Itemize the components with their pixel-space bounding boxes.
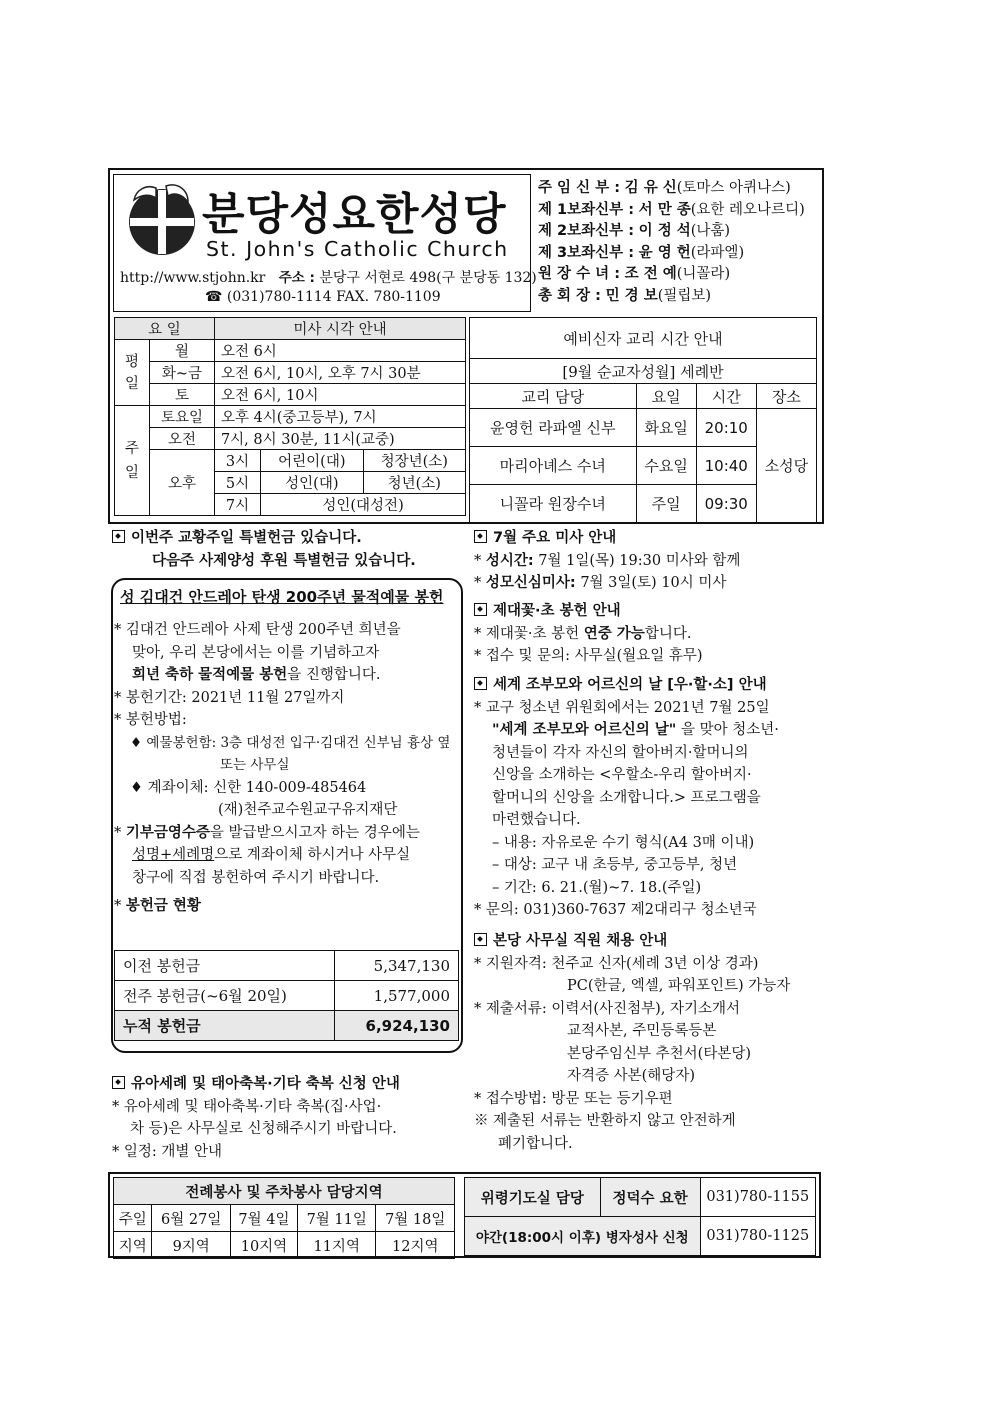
- notice-line: 이번주 교황주일 특별헌금 있습니다.: [131, 530, 362, 546]
- service-area: 11지역: [297, 1232, 375, 1259]
- offering-account: 계좌이체: 신한 140-009-485464: [147, 779, 367, 796]
- mass-group-cell: 성인(대): [261, 472, 363, 494]
- section-line: 제대꽃·초 봉헌: [485, 625, 584, 642]
- mass-group-cell: 성인(대성전): [261, 494, 466, 516]
- section-detail: – 대상: 교구 내 초등부, 중고등부, 청년: [492, 857, 738, 873]
- day-cell: 화~금: [150, 362, 215, 384]
- day-cell: 오전: [150, 428, 215, 450]
- service-date: 7월 18일: [376, 1205, 455, 1232]
- address-text: 분당구 서현로 498(구 분당동 132): [319, 270, 537, 286]
- notice-bullet-icon: [112, 530, 125, 543]
- section-line: 신앙을 소개하는 <우할소-우리 할아버지·: [492, 767, 752, 783]
- section-line: 본당주임신부 추천서(타본당): [567, 1045, 752, 1062]
- offering-line: 김대건 안드레아 사제 탄생 200주년 희년을: [125, 622, 401, 638]
- mass-header-time: 미사 시각 안내: [214, 318, 465, 340]
- section-line: 유아세례 및 태아축복·기타 축복(집·사업·: [123, 1098, 382, 1115]
- offering-highlight: 기부금영수증: [125, 824, 210, 841]
- day-cell: 토: [150, 384, 215, 406]
- notice-bullet-icon: [474, 677, 487, 690]
- section-line: 일정: 개별 안내: [123, 1143, 223, 1160]
- time-cell: 7시, 8시 30분, 11시(교중): [214, 428, 465, 450]
- july-mass-section: 7월 주요 미사 안내 * 성시간: 7월 1일(목) 19:30 미사와 함께 * 성모신심미사: 7월 3일(토) 10시 미사: [474, 530, 741, 591]
- catechism-teacher: 니꼴라 원장수녀: [470, 485, 637, 523]
- section-detail: – 기간: 6. 21.(월)~7. 18.(주일): [492, 879, 702, 896]
- service-area: 9지역: [152, 1232, 230, 1259]
- section-label: 성모신심미사:: [485, 575, 576, 591]
- time-cell: 오전 6시, 10시: [214, 384, 465, 406]
- offering-line: 창구에 직접 봉헌하여 주시기 바랍니다.: [132, 869, 380, 886]
- catechism-day: 주일: [636, 485, 696, 523]
- service-date: 7월 11일: [297, 1205, 375, 1232]
- offering-status-value: 1,577,000: [335, 981, 459, 1011]
- offering-status-value: 5,347,130: [335, 951, 459, 981]
- section-title: 본당 사무실 직원 채용 안내: [493, 933, 668, 949]
- mass-group-cell: 청장년(소): [363, 450, 465, 472]
- notice-bullet-icon: [112, 1076, 125, 1089]
- section-title: 제대꽃·초 봉헌 안내: [493, 603, 621, 619]
- time-cell: 5시: [214, 472, 260, 494]
- catechism-time: 10:40: [696, 447, 756, 485]
- section-line: 할머니의 신앙을 소개합니다.> 프로그램을: [492, 789, 761, 806]
- offering-line: 맞아, 우리 본당에서는 이를 기념하고자: [132, 644, 380, 661]
- section-line: 합니다.: [644, 625, 692, 642]
- notice-bullet-icon: [474, 530, 487, 543]
- catechism-header: 시간: [696, 384, 756, 409]
- service-header: 주일: [114, 1205, 152, 1232]
- service-area: 12지역: [376, 1232, 455, 1259]
- time-cell: 오전 6시, 10시, 오후 7시 30분: [214, 362, 465, 384]
- contact-label: 위령기도실 담당: [465, 1178, 601, 1217]
- contact-label: 야간(18:00시 이후) 병자성사 신청: [465, 1217, 701, 1256]
- offering-title: 성 김대건 안드레아 탄생 200주년 물적예물 봉헌: [120, 588, 444, 606]
- clergy-row: 원 장 수 녀 : 조 전 예(니꼴라): [538, 266, 731, 282]
- website-link[interactable]: http://www.stjohn.kr: [120, 270, 266, 286]
- service-area: 10지역: [230, 1232, 297, 1259]
- service-title: 전례봉사 및 주차봉사 담당지역: [114, 1178, 455, 1205]
- section-detail: – 내용: 자유로운 수기 형식(A4 3매 이내): [492, 834, 755, 851]
- service-area-table: [113, 1177, 455, 1259]
- mass-group-cell: 청년(소): [363, 472, 465, 494]
- offering-method: 봉헌방법:: [125, 712, 187, 728]
- offering-status-label: 이전 봉헌금: [115, 951, 335, 981]
- section-line: 자격증 사본(해당자): [567, 1068, 695, 1084]
- service-date: 7월 4일: [230, 1205, 297, 1232]
- catechism-place: 소성당: [756, 409, 816, 523]
- time-cell: 3시: [214, 450, 260, 472]
- contact-name: 정덕수 요한: [600, 1178, 700, 1217]
- catechism-teacher: 마리아녜스 수녀: [470, 447, 637, 485]
- mass-header-day: 요 일: [115, 318, 215, 340]
- section-note: 제출된 서류는 반환하지 않고 안전하게: [493, 1113, 736, 1129]
- catechism-title: 예비신자 교리 시간 안내: [470, 318, 817, 359]
- section-line: 접수 및 문의: 사무실(월요일 휴무): [485, 648, 703, 664]
- church-logo-icon: [126, 182, 198, 256]
- weekday-label: 평 일: [115, 340, 150, 406]
- mass-group-cell: 어린이(대): [261, 450, 363, 472]
- offering-status-value: 6,924,130: [335, 1011, 459, 1041]
- section-highlight: "세계 조부모와 어르신의 날": [492, 722, 677, 738]
- day-cell: 토요일: [150, 406, 215, 428]
- offering-highlight: 희년 축하 물적예물 봉헌: [132, 667, 288, 683]
- clergy-row: 제 1보좌신부 : 서 만 종(요한 레오나르디): [538, 201, 805, 218]
- phone-fax: ☎ (031)780-1114 FAX. 780-1109: [205, 289, 441, 305]
- offering-status-title: 봉헌금 현황: [125, 898, 201, 914]
- section-line: 지원자격: 천주교 신자(세례 3년 이상 경과): [485, 955, 759, 972]
- section-line: 7월 3일(토) 10시 미사: [580, 575, 727, 591]
- contact-table: [464, 1177, 816, 1256]
- mass-schedule-table: [114, 317, 466, 516]
- section-line: 제출서류: 이력서(사진첨부), 자기소개서: [485, 1000, 740, 1017]
- section-line: 마련했습니다.: [492, 812, 581, 828]
- offering-body: * 김대건 안드레아 사제 탄생 200주년 희년을 맞아, 우리 본당에서는 이를 기념하고자 희년 축하 물적예물 봉헌을 진행합니다. * 봉헌기간: 2021년 11월 27일까지 * 봉헌방법: ♦ 예물봉헌함: 3층 대성전 입구·김대건 신부님 흉상 옆 또는 사무실 ♦ 계좌이체: 신한 140-009-485464 (재)천주교수원교구유지재단 * 기부금영수증을 발급받으시고자 하는 경우에는 성명+세례명으로 계좌이체 하시거나 사무실 창구에 직접 봉헌하여 주시기 바랍니다. * 봉헌금 현황: [114, 622, 451, 914]
- contact-phone: 031)780-1155: [700, 1178, 815, 1217]
- section-title: 7월 주요 미사 안내: [493, 530, 617, 546]
- section-title: 유아세례 및 태아축복·기타 축복 신청 안내: [131, 1076, 400, 1092]
- catechism-day: 수요일: [636, 447, 696, 485]
- section-contact: 문의: 031)360-7637 제2대리구 청소년국: [485, 902, 757, 918]
- time-cell: 오후 4시(중고등부), 7시: [214, 406, 465, 428]
- offering-line: 을 진행합니다.: [287, 667, 381, 683]
- section-label: 성시간:: [485, 552, 534, 569]
- catechism-subtitle: [9월 순교자성월] 세례반: [470, 359, 817, 384]
- section-note: 폐기합니다.: [498, 1135, 573, 1152]
- catechism-time: 20:10: [696, 409, 756, 447]
- clergy-list: [538, 178, 823, 307]
- clergy-row: 제 3보좌신부 : 윤 영 헌(라파엘): [538, 244, 745, 261]
- catechism-header: 교리 담당: [470, 384, 637, 409]
- section-line: 청년들이 각자 자신의 할아버지·할머니의: [492, 744, 749, 761]
- offering-status-label: 누적 봉헌금: [115, 1011, 335, 1041]
- offering-status-table: [114, 950, 459, 1041]
- time-cell: 7시: [214, 494, 260, 516]
- offering-status-label: 전주 봉헌금(~6월 20일): [115, 981, 335, 1011]
- church-name-ko: 분당성요한성당: [202, 189, 507, 240]
- time-cell: 오전 6시: [214, 340, 465, 362]
- sunday-label: 주 일: [115, 406, 150, 516]
- notice-bullet-icon: [474, 603, 487, 616]
- offering-line: 으로 계좌이체 하시거나 사무실: [214, 847, 411, 863]
- service-header: 지역: [114, 1232, 152, 1259]
- service-date: 6월 27일: [152, 1205, 230, 1232]
- catechism-header: 장소: [756, 384, 816, 409]
- catechism-time: 09:30: [696, 485, 756, 523]
- section-line: 차 등)은 사무실로 신청해주시기 바랍니다.: [130, 1121, 397, 1137]
- special-collection-notice: [112, 527, 416, 572]
- offering-period: 봉헌기간: 2021년 11월 27일까지: [125, 689, 345, 706]
- grandparents-day-section: 세계 조부모와 어르신의 날 [우·할·소] 안내 * 교구 청소년 위원회에서는 2021년 7월 25일 "세계 조부모와 어르신의 날" 을 맞아 청소년· 청년들이 각자 자신의 할아버지·할머니의 신앙을 소개하는 <우할소-우리 할아버지· 할머니의 신앙을 소개합니다.> 프로그램을 마련했습니다. – 내용: 자유로운 수기 형식(A4 3매 이내) – 대상: 교구 내 초등부, 중고등부, 청년 – 기간: 6. 21.(월)~7. 18.(주일) * 문의: 031)360-7637 제2대리구 청소년국: [474, 677, 779, 918]
- catechism-table: [469, 317, 817, 523]
- church-address-line: [120, 266, 537, 287]
- catechism-teacher: 윤영헌 라파엘 신부: [470, 409, 637, 447]
- section-line: 교구 청소년 위원회에서는 2021년 7월 25일: [485, 699, 770, 716]
- day-cell: 월: [150, 340, 215, 362]
- clergy-row: 주 임 신 부 : 김 유 신(토마스 아퀴나스): [538, 180, 791, 196]
- clergy-row: 제 2보좌신부 : 이 정 석(나훔): [538, 223, 731, 239]
- church-name-en: St. John's Catholic Church: [206, 237, 509, 261]
- offering-account-holder: (재)천주교수원교구유지재단: [218, 802, 398, 818]
- catechism-day: 화요일: [636, 409, 696, 447]
- day-cell: 오후: [150, 450, 215, 516]
- section-line: 교적사본, 주민등록등본: [567, 1023, 717, 1039]
- contact-phone: 031)780-1125: [700, 1217, 815, 1256]
- offering-highlight: 성명+세례명: [132, 847, 215, 863]
- notice-line: 다음주 사제양성 후원 특별헌금 있습니다.: [152, 552, 416, 569]
- address-label: 주소 :: [278, 270, 315, 286]
- section-line: 을 맞아 청소년·: [680, 722, 779, 738]
- offering-line: 을 발급받으시고자 하는 경우에는: [209, 824, 420, 841]
- section-line: 접수방법: 방문 또는 등기우편: [485, 1090, 673, 1107]
- infant-baptism-section: 유아세례 및 태아축복·기타 축복 신청 안내 * 유아세례 및 태아축복·기타 축복(집·사업· 차 등)은 사무실로 신청해주시기 바랍니다. * 일정: 개별 안내: [112, 1076, 400, 1160]
- section-highlight: 연중 가능: [583, 625, 645, 642]
- altar-flower-section: 제대꽃·초 봉헌 안내 * 제대꽃·초 봉헌 연중 가능합니다. * 접수 및 문의: 사무실(월요일 휴무): [474, 603, 703, 664]
- clergy-row: 총 회 장 : 민 경 보(필립보): [538, 287, 712, 304]
- notice-bullet-icon: [474, 933, 487, 946]
- offering-method-item: 예물봉헌함: 3층 대성전 입구·김대건 신부님 흉상 옆: [146, 734, 451, 751]
- catechism-header: 요일: [636, 384, 696, 409]
- office-hiring-section: 본당 사무실 직원 채용 안내 * 지원자격: 천주교 신자(세례 3년 이상 경과) PC(한글, 엑셀, 파워포인트) 가능자 * 제출서류: 이력서(사진첨부), 자기소개서 교적사본, 주민등록등본 본당주임신부 추천서(타본당) 자격증 사본(해당자) * 접수방법: 방문 또는 등기우편 ※ 제출된 서류는 반환하지 않고 안전하게 폐기합니다.: [474, 930, 790, 1155]
- section-line: 7월 1일(목) 19:30 미사와 함께: [538, 552, 741, 569]
- section-line: PC(한글, 엑셀, 파워포인트) 가능자: [567, 978, 791, 994]
- offering-method-item: 또는 사무실: [220, 757, 290, 773]
- section-title: 세계 조부모와 어르신의 날 [우·할·소] 안내: [493, 677, 767, 693]
